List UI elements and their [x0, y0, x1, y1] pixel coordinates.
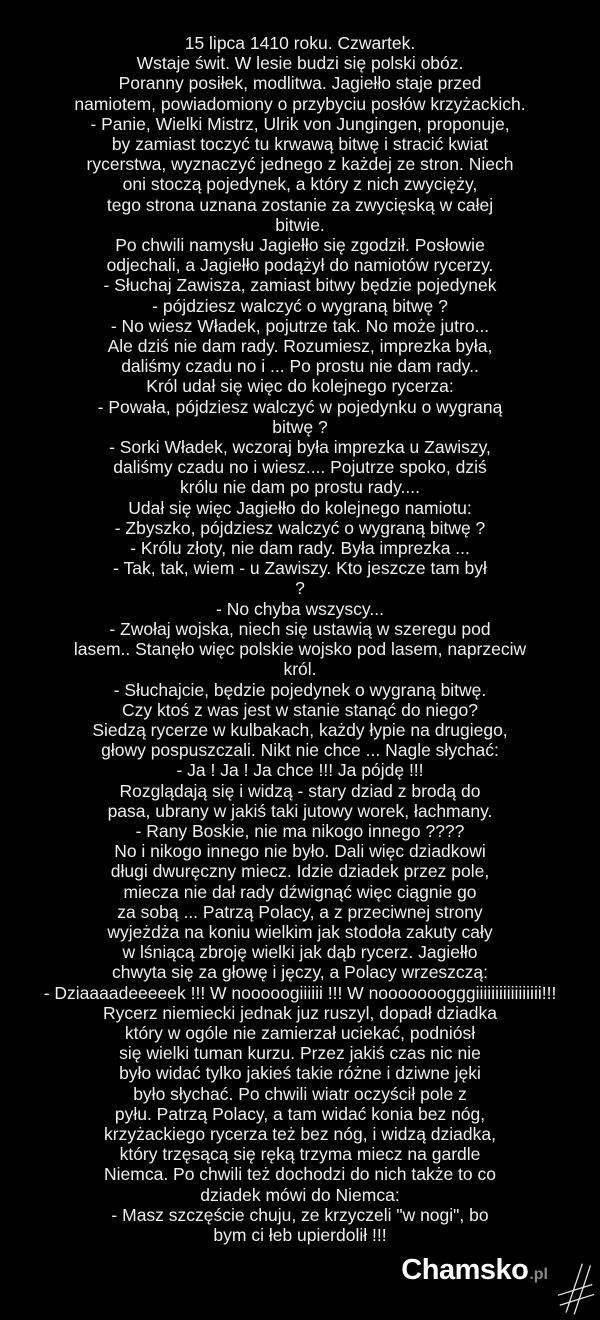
- story-line: Udał się więc Jagiełło do kolejnego namiotu:: [128, 497, 472, 518]
- story-line: - Dziaaaadeeeeek !!! W nooooogiiiiii !!! W nooooooogggiiiiiiiiiiiiiiiii!!!: [43, 982, 557, 1003]
- story-line: królu nie dam po prostu rady....: [180, 477, 420, 498]
- story-line: pyłu. Patrzą Polacy, a tam widać konia bez nóg,: [114, 1103, 486, 1124]
- story-line: Czy ktoś z was jest w stanie stanąć do niego?: [121, 699, 478, 720]
- story-line: - No wiesz Władek, pojutrze tak. No może jutro...: [110, 315, 490, 336]
- story-line: lasem.. Stanęło więc polskie wojsko pod lasem, naprzeciw: [73, 639, 527, 660]
- brand-domain-suffix: .pl: [529, 1266, 548, 1283]
- story-line: Rycerz niemiecki jednak juz ruszyl, dopadł dziadka: [103, 1002, 497, 1023]
- story-line: daliśmy czadu no i wiesz.... Pojutrze spoko, dziś: [113, 457, 487, 478]
- story-line: - Ja ! Ja ! Ja chce !!! Ja pójdę !!!: [176, 760, 424, 781]
- story-line: daliśmy czadu no i ... Po prostu nie dam rady..: [121, 356, 479, 377]
- story-line: - Zbyszko, pójdziesz walczyć o wygraną bitwę ?: [114, 517, 486, 538]
- story-line: namiotem, powiadomiony o przybyciu posłów krzyżackich.: [74, 93, 526, 114]
- story-line: - Panie, Wielki Mistrz, Ulrik von Jungingen, proponuje,: [90, 113, 510, 134]
- story-line: - Rany Boskie, nie ma nikogo innego ????: [135, 820, 465, 841]
- story-line: tego strona uznana zostanie za zwycięską w całej: [106, 194, 494, 215]
- story-line: w lśniącą zbroję wielki jak dąb rycerz. Jagiełło: [122, 942, 478, 963]
- story-line: pasa, ubrany w jakiś taki jutowy worek, łachmany.: [107, 800, 493, 821]
- story-line: - Sorki Władek, wczoraj była imprezka u Zawiszy,: [109, 437, 491, 458]
- story-line: Po chwili namysłu Jagiełło się zgodził. Posłowie: [115, 235, 485, 256]
- story-line: miecza nie dał rady dźwignąć więc ciągnie go: [123, 881, 477, 902]
- tilted-hash-icon: [557, 1260, 595, 1318]
- story-line: - No chyba wszyscy...: [216, 598, 384, 619]
- story-line: Siedzą rycerze w kulbakach, każdy łypie na drugiego,: [92, 719, 508, 740]
- story-line: - Masz szczęście chuju, ze krzyczeli "w nogi", bo: [111, 1204, 489, 1225]
- story-line: oni stoczą pojedynek, a który z nich zwycięży,: [122, 174, 478, 195]
- story-line: król.: [283, 659, 317, 680]
- story-line: Poranny posiłek, modlitwa. Jagiełło staje przed: [118, 73, 482, 94]
- story-line: - Zwołaj wojska, niech się ustawią w szeregu pod: [109, 618, 491, 639]
- story-line: No i nikogo innego nie było. Dali więc dziadkowi: [114, 841, 486, 862]
- story-line: odjechali, a Jagiełło podążył do namiotów rycerzy.: [106, 255, 494, 276]
- story-line: się wielki tuman kurzu. Przez jakiś czas nic nie: [119, 1043, 481, 1064]
- story-line: było widać tylko jakieś takie różne i dziwne jęki: [119, 1063, 481, 1084]
- story-line: wyjeżdża na koniu wielkim jak stodoła zakuty cały: [107, 921, 493, 942]
- story-line: rycerstwa, wyznaczyć jednego z każdej ze stron. Niech: [86, 154, 514, 175]
- story-line: dziadek mówi do Niemca:: [200, 1184, 400, 1205]
- story-line: - pójdziesz walczyć o wygraną bitwę ?: [152, 295, 448, 316]
- story-line: 15 lipca 1410 roku. Czwartek.: [184, 33, 416, 53]
- story-line: Ale dziś nie dam rady. Rozumiesz, imprezka była,: [107, 336, 493, 357]
- story-line: krzyżackiego rycerza też bez nóg, i widzą dziadka,: [104, 1123, 496, 1144]
- story-line: bym ci łeb upierdolił !!!: [213, 1224, 387, 1245]
- story-line: Niemca. Po chwili też dochodzi do nich także to co: [104, 1164, 496, 1185]
- story-line: było słychać. Po chwili wiatr oczyścił pole z: [133, 1083, 467, 1104]
- story-line: bitwie.: [275, 214, 325, 235]
- story-line: który w ogóle nie zamierzał uciekać, podniósł: [124, 1022, 476, 1043]
- story-line: - Słuchajcie, będzie pojedynek o wygraną bitwę.: [113, 679, 487, 700]
- story-line: - Królu złoty, nie dam rady. Była imprezka ...: [130, 538, 470, 559]
- story-line: by zamiast toczyć tu krwawą bitwę i stracić kwiat: [111, 134, 489, 155]
- story-line: Król udał się więc do kolejnego rycerza:: [146, 376, 454, 397]
- story-line: - Powała, pójdziesz walczyć w pojedynku o wygraną: [97, 396, 503, 417]
- story-line: ?: [295, 578, 305, 599]
- story-line: Wstaje świt. W lesie budzi się polski obóz.: [136, 53, 464, 74]
- brand-name: Chamsko: [401, 1254, 529, 1286]
- story-line: bitwę ?: [272, 416, 328, 437]
- story-line: który trzęsącą się ręką trzyma miecz na gardle: [119, 1144, 481, 1165]
- story-line: - Słuchaj Zawisza, zamiast bitwy będzie pojedynek: [103, 275, 497, 296]
- story-line: długi dwuręczny miecz. Idzie dziadek przez pole,: [110, 861, 490, 882]
- watermark: [401, 1254, 595, 1312]
- story-line: chwyta się za głowę i jęczy, a Polacy wrzeszczą:: [111, 962, 489, 983]
- story-line: głowy pospuszczali. Nikt nie chce ... Nagle słychać:: [101, 740, 499, 761]
- story-line: za sobą ... Patrzą Polacy, a z przeciwnej strony: [117, 901, 483, 922]
- story-line: - Tak, tak, wiem - u Zawiszy. Kto jeszcze tam był: [113, 558, 487, 579]
- story-line: Rozglądają się i widzą - stary dziad z brodą do: [119, 780, 481, 801]
